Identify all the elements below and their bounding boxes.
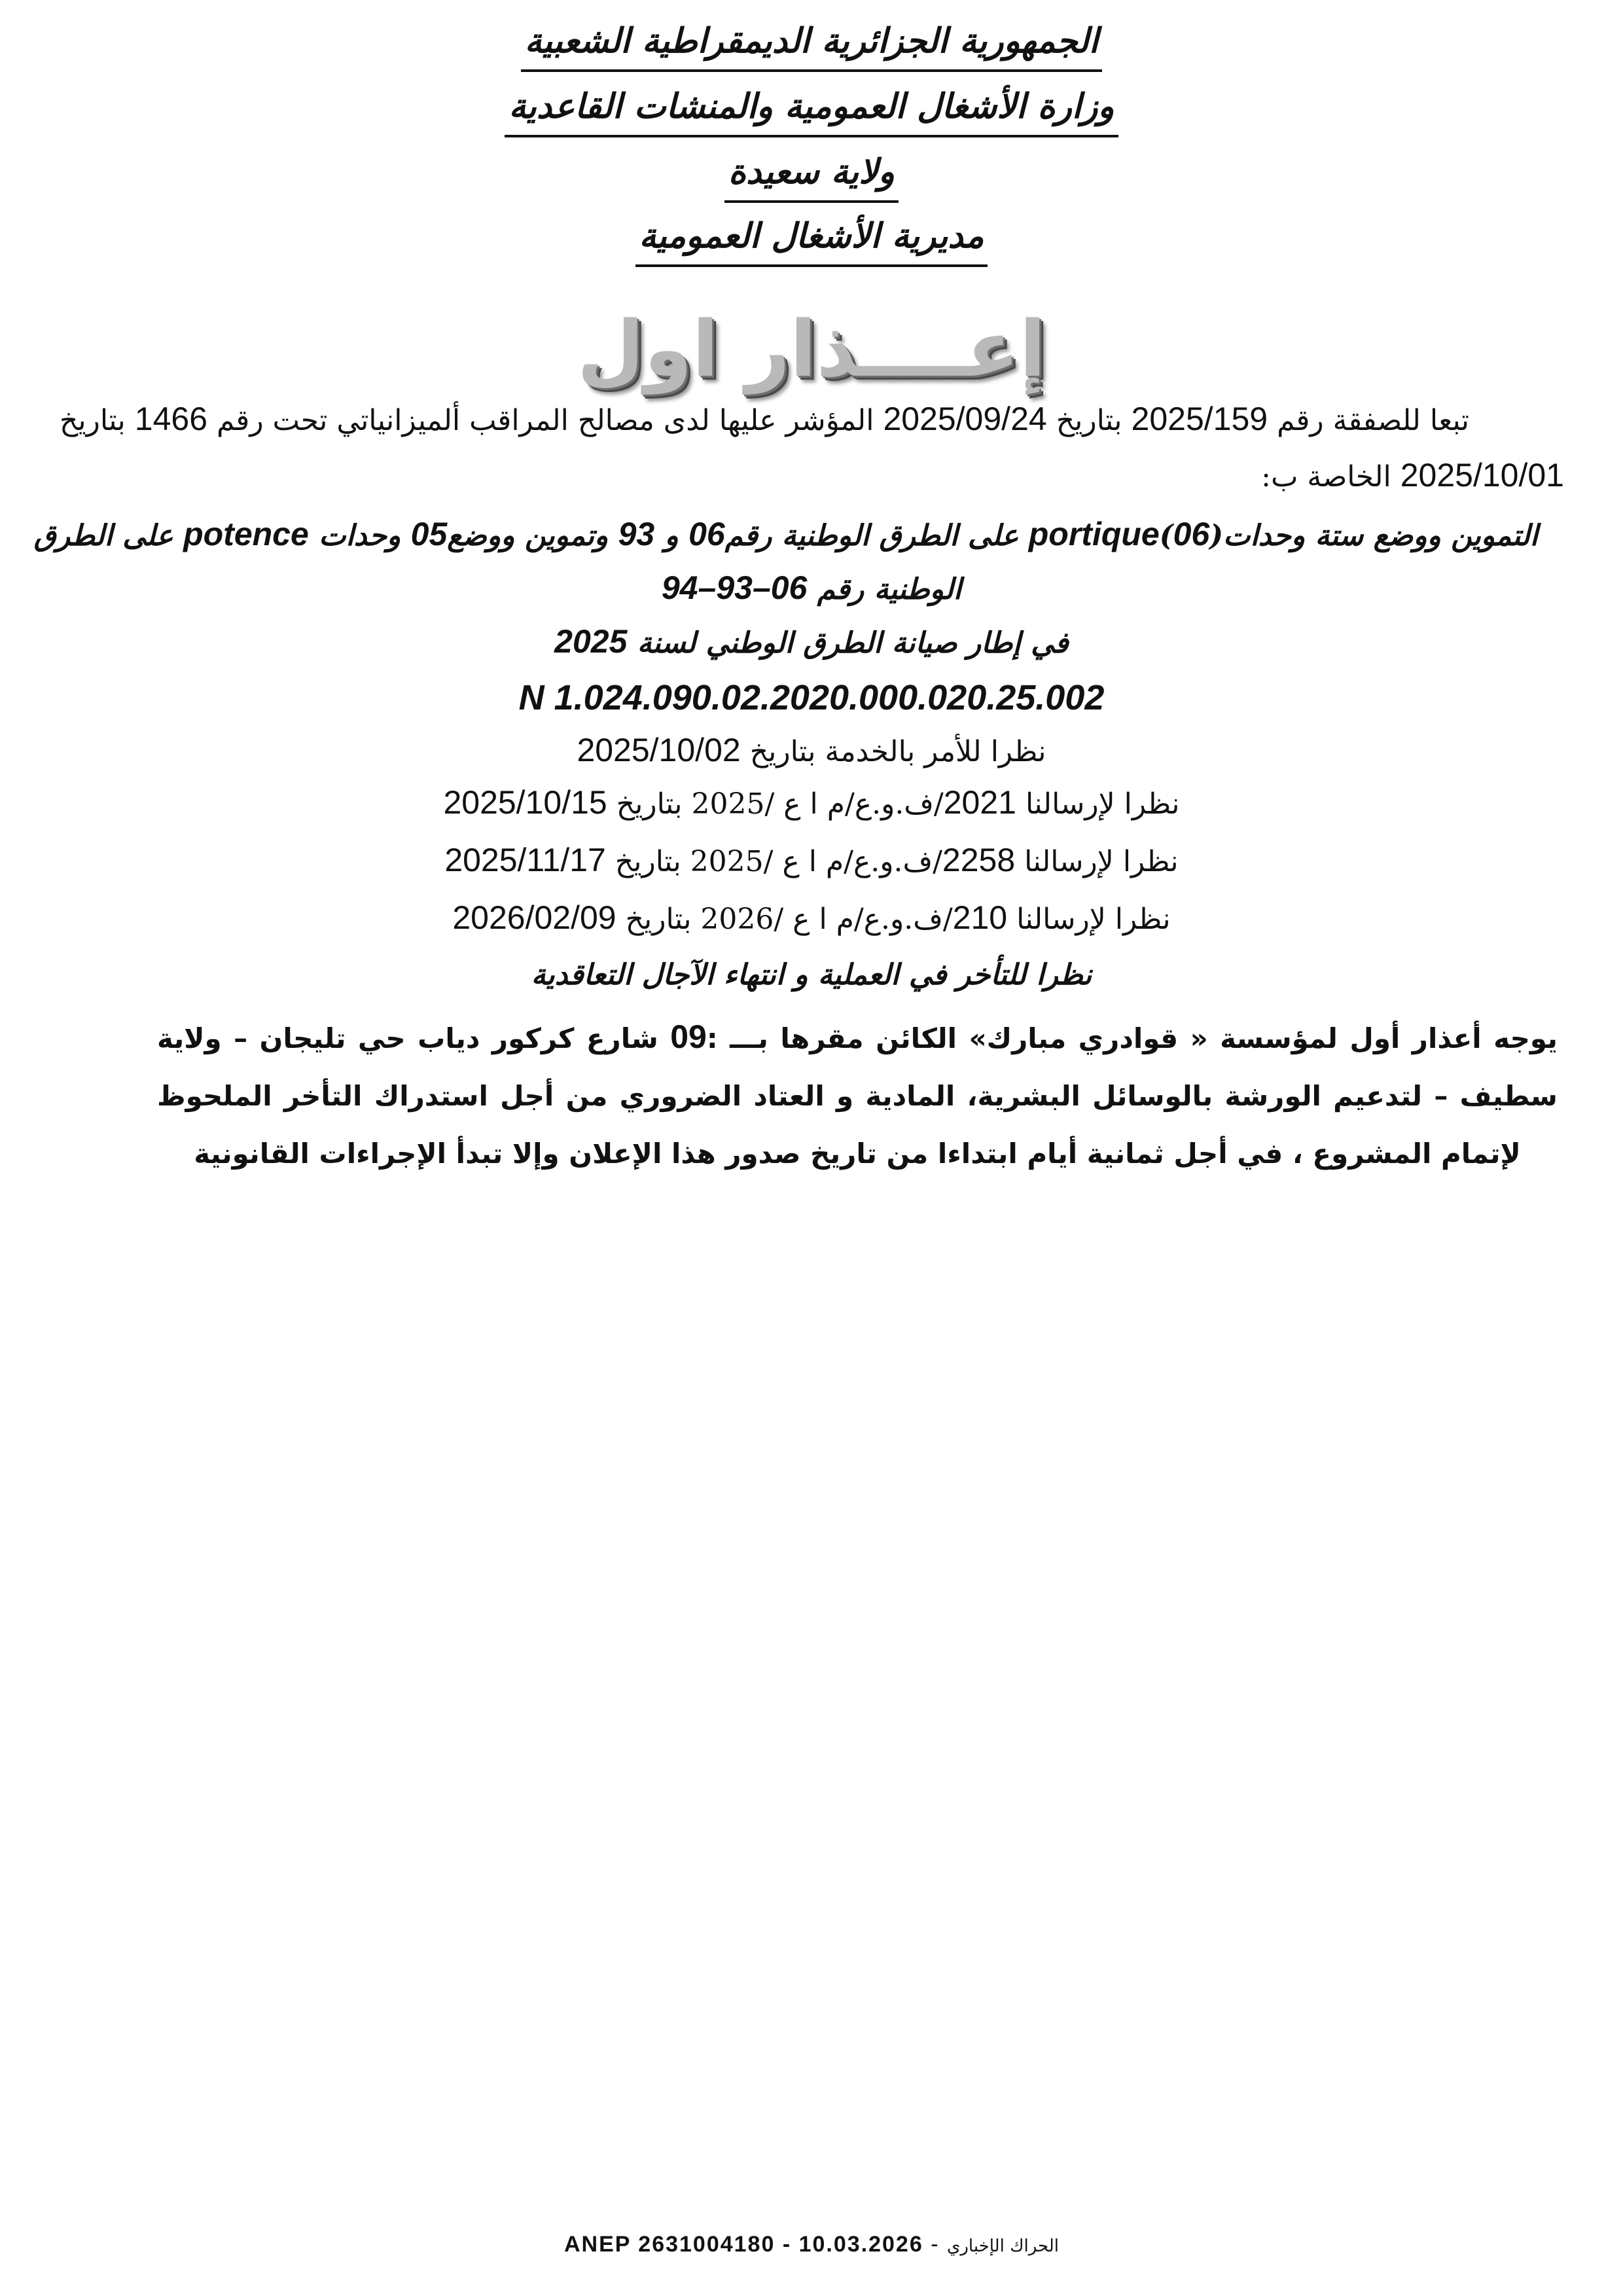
publication-footer: ANEP 2631004180 - 10.03.2026 - الحراك الإخباري [563,2232,1059,2257]
delay-note: نظرا للتأخر في العملية و انتهاء الآجال التعاقدية [531,958,1092,992]
operation-code: N 1.024.090.02.2020.000.020.25.002 [518,678,1105,717]
deal-number: 2025/159 [1131,401,1268,437]
potence-term: potence [183,516,309,552]
object-line-3: في إطار صيانة الطرق الوطني لسنة 2025 [554,623,1069,660]
notice-paragraph: يوجه أعذار أول لمؤسسة « قوادري مبارك» الكائن مقرها بـــ :09 شارع كركور دياب حي تليجان – ولاية سطيف – لتدعيم الورشة بالوسائل البشرية، المادية و العتاد الضروري من أجل استدراك التأخر الملحوظ لإتمام المشروع ، في أجل ثمانية أيام ابتداءا من تاريخ صدور هذا الإعلان وإلا تبدأ الإجراءات القانونية [157,1018,1558,1170]
road-numbers: 06–93–94 [661,569,808,606]
intro-line-1: تبعا للصفقة رقم 2025/159 بتاريخ 2025/09/24 المؤشر عليها لدى مصالح المراقب ألميزانياتي تحت رقم 1466 بتاريخ [59,401,1469,437]
newspaper-name: الحراك الإخباري [946,2236,1059,2256]
portique-term: portique [1028,516,1160,552]
ref-letter-2: نظرا لإرسالنا 2258/ف.و.ع/م ا ع /2025 بتاريخ 2025/11/17 [444,842,1179,878]
visa-date: 2025/10/01 [1400,457,1564,493]
visa-number: 1466 [134,401,207,437]
document-title: إعــــذار اول [577,304,1046,394]
header-directorate: مديرية الأشغال العمومية [0,213,1623,267]
object-line-2: الوطنية رقم 06–93–94 [661,569,962,606]
header-ministry: وزارة الأشغال العمومية والمنشات القاعدية [0,84,1623,137]
object-line-1: التموين ووضع ستة وحدات(06)portique على الطرق الوطنية رقم06 و 93 وتموين ووضع05 وحدات potence على الطرق [33,516,1538,552]
intro-line-2: 2025/10/01 الخاصة ب: [1261,457,1564,493]
anep-reference: ANEP 2631004180 - 10.03.2026 [563,2232,923,2257]
deal-date: 2025/09/24 [883,401,1047,437]
ref-order-of-service: نظرا للأمر بالخدمة بتاريخ 2025/10/02 [577,732,1046,768]
ref-letter-1: نظرا لإرسالنا 2021/ف.و.ع/م ا ع /2025 بتاريخ 2025/10/15 [443,784,1180,821]
header-republic: الجمهورية الجزائرية الديمقراطية الشعبية [0,18,1623,72]
header-wilaya: ولاية سعيدة [0,149,1623,203]
ref-letter-3: نظرا لإرسالنا 210/ف.و.ع/م ا ع /2026 بتاريخ 2026/02/09 [452,899,1171,936]
